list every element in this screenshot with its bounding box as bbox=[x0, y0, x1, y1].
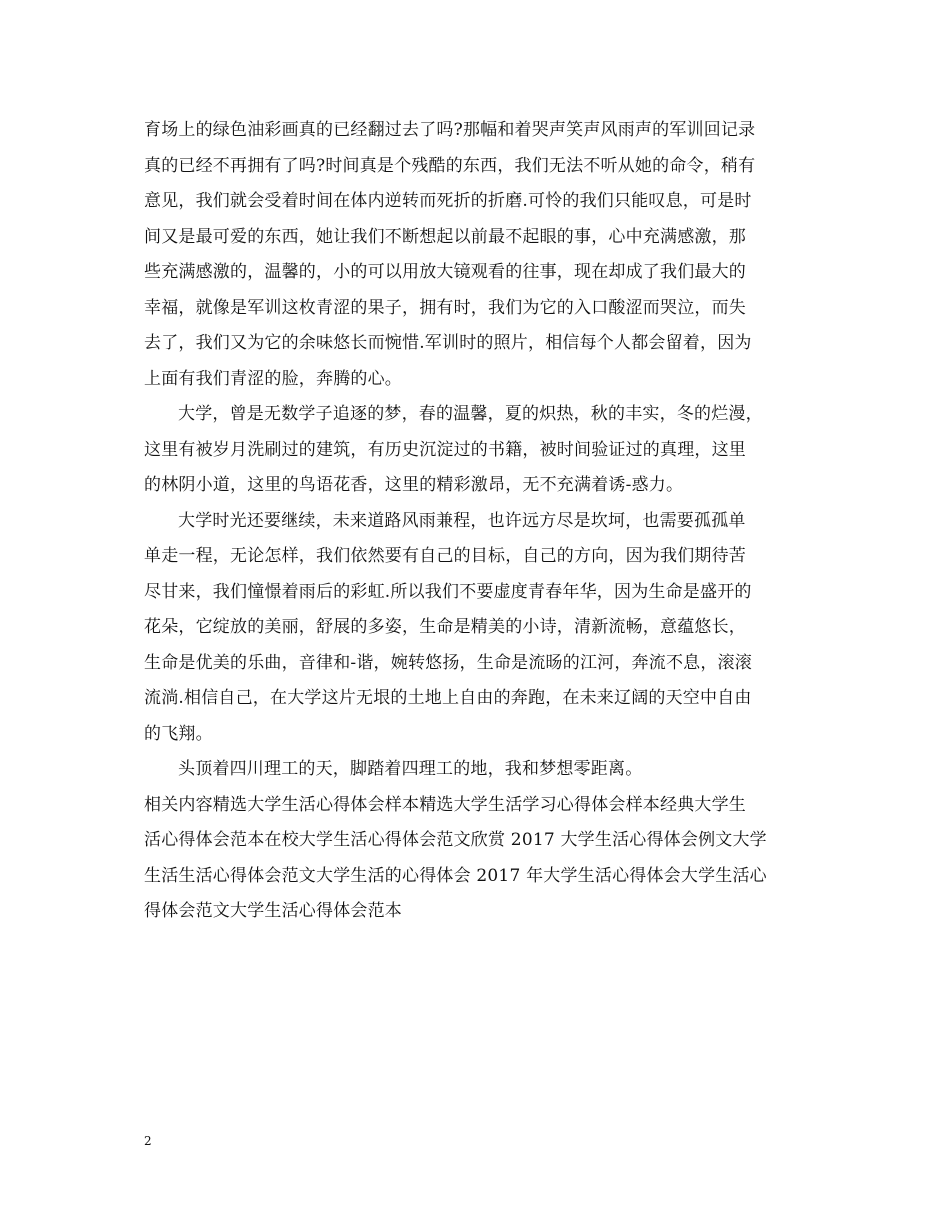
text-line: 流淌.相信自己，在大学这片无垠的土地上自由的奔跑，在未来辽阔的天空中自由 bbox=[144, 688, 752, 708]
text-line: 幸福，就像是军训这枚青涩的果子，拥有时，我们为它的入口酸涩而哭泣，而失 bbox=[144, 297, 746, 318]
paragraph-start-line: 大学时光还要继续，未来道路风雨兼程，也许远方尽是坎坷，也需要孤孤单 bbox=[178, 510, 746, 531]
text-line: 的飞翔。 bbox=[144, 723, 213, 744]
related-content-line: 得体会范文大学生活心得体会范本 bbox=[144, 901, 402, 921]
text-line: 意见，我们就会受着时间在体内逆转而死折的折磨.可怜的我们只能叹息，可是时 bbox=[144, 191, 752, 211]
text-line: 去了，我们又为它的余味悠长而惋惜.军训时的照片，相信每个人都会留着，因为 bbox=[144, 333, 752, 353]
text-line: 育场上的绿色油彩画真的已经翻过去了吗?那幅和着哭声笑声风雨声的军训回记录 bbox=[144, 120, 756, 140]
related-content-line: 生活生活心得体会范文大学生活的心得体会 2017 年大学生活心得体会大学生活心 bbox=[144, 865, 767, 886]
text-line: 些充满感激的，温馨的，小的可以用放大镜观看的往事，现在却成了我们最大的 bbox=[144, 262, 746, 282]
text-line: 生命是优美的乐曲，音律和-谐，婉转悠扬，生命是流旸的江河，奔流不息，滚滚 bbox=[144, 652, 752, 673]
text-line: 真的已经不再拥有了吗?时间真是个残酷的东西，我们无法不听从她的命令，稍有 bbox=[144, 155, 756, 176]
document-body bbox=[144, 113, 812, 930]
text-line: 上面有我们青涩的脸，奔腾的心。 bbox=[144, 368, 402, 389]
related-content-line: 相关内容精选大学生活心得体会样本精选大学生活学习心得体会样本经典大学生 bbox=[144, 794, 746, 815]
paragraph-start-line: 大学，曾是无数学子追逐的梦，春的温馨，夏的炽热，秋的丰实，冬的烂漫， bbox=[178, 404, 763, 424]
paragraph-start-line: 头顶着四川理工的天，脚踏着四理工的地，我和梦想零距离。 bbox=[178, 759, 643, 779]
text-line: 尽甘来，我们憧憬着雨后的彩虹.所以我们不要虚度青春年华，因为生命是盛开的 bbox=[144, 581, 752, 602]
text-line: 单走一程，无论怎样，我们依然要有自己的目标，自己的方向，因为我们期待苦 bbox=[144, 546, 746, 566]
related-content-line: 活心得体会范本在校大学生活心得体会范文欣赏 2017 大学生活心得体会例文大学 bbox=[144, 830, 767, 850]
text-line: 花朵，它绽放的美丽，舒展的多姿，生命是精美的小诗，清新流畅，意蕴悠长， bbox=[144, 617, 746, 637]
text-line: 间又是最可爱的东西，她让我们不断想起以前最不起眼的事，心中充满感激，那 bbox=[144, 226, 746, 247]
page-number: 2 bbox=[144, 1134, 152, 1148]
text-line: 这里有被岁月洗刷过的建筑，有历史沉淀过的书籍，被时间验证过的真理，这里 bbox=[144, 439, 746, 460]
text-line: 的林阴小道，这里的鸟语花香，这里的精彩激昂，无不充满着诱-惑力。 bbox=[144, 475, 684, 495]
